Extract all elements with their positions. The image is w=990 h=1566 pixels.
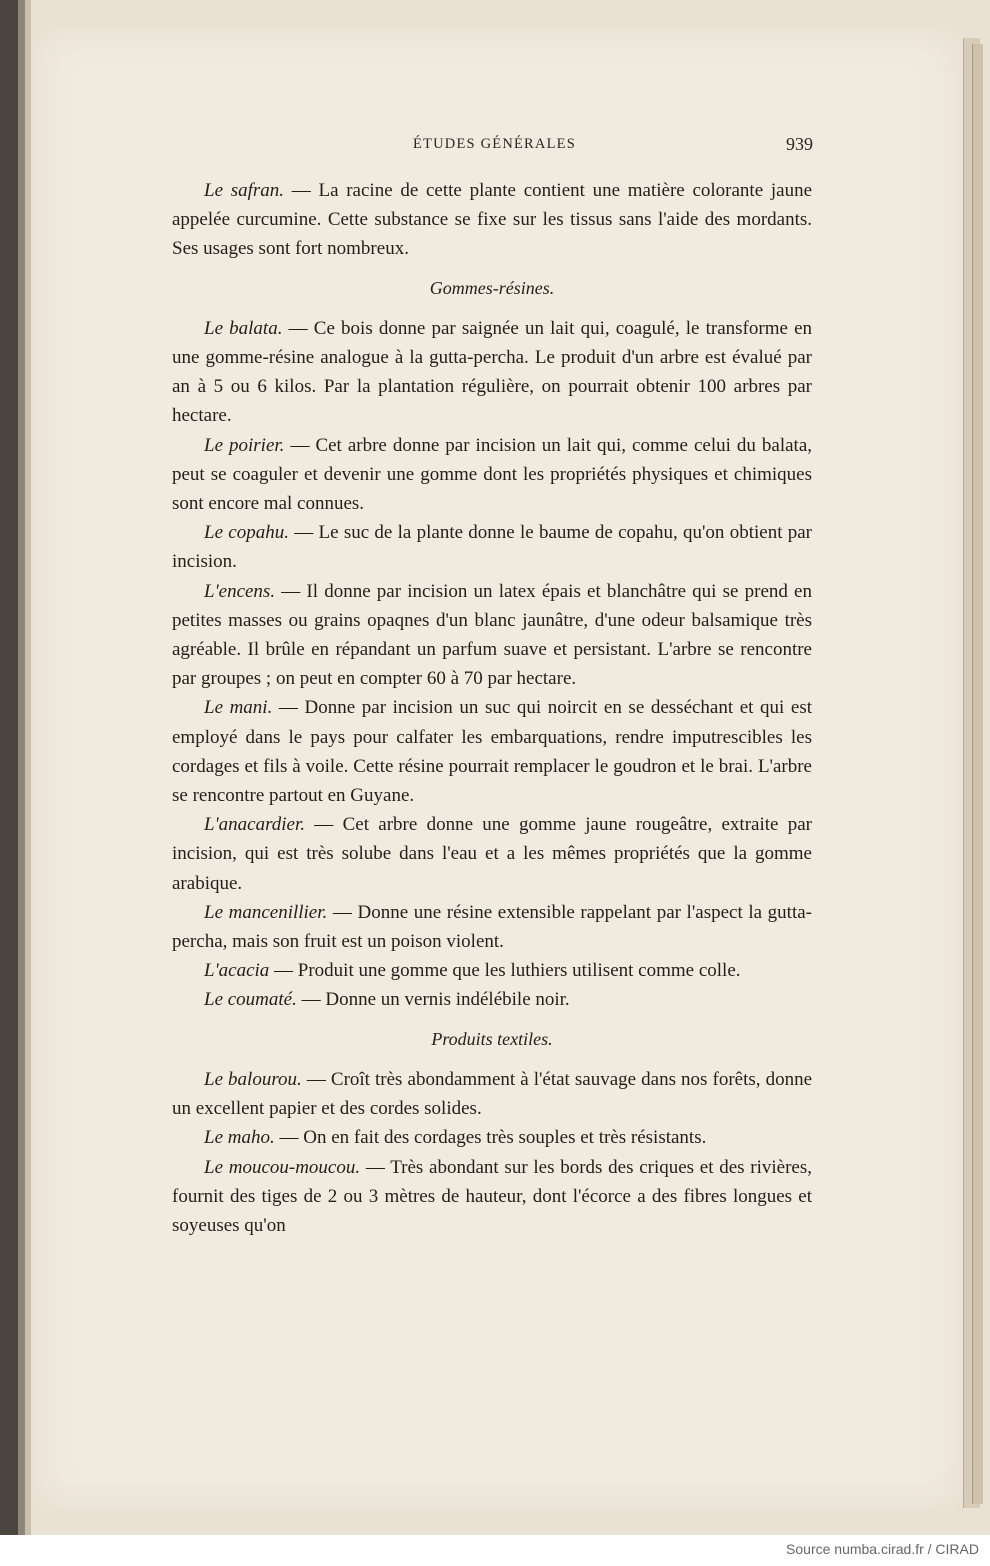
entry-text: — On en fait des cordages très souples et très résistants. <box>274 1127 707 1149</box>
entry-text: — La racine de cette plante contient une matière colorante jaune appelée curcumine. Cette substance se fixe sur les tissus sans l'aide des mordants. Ses usages sont fort nombreux. <box>172 180 812 260</box>
entry-copahu <box>172 518 812 576</box>
section-intro <box>172 176 812 264</box>
entry-maho <box>172 1123 812 1152</box>
entry-text: — Donne par incision un suc qui noircit en se desséchant et qui est employé dans le pays pour calfater les embarquations, rendre imputrescibles les cordages et fils à voile. Cette résine pourrait remplacer le goudron et le brai. L'arbre se rencontre partout en Guyane. <box>172 697 813 807</box>
entry-text: — Il donne par incision un latex épais et blanchâtre qui se prend en petites masses ou grains opaqnes d'un blanc jaunâtre, d'une odeur balsamique très agréable. Il brûle en répandant un parfum suave et persistant. L'arbre se rencontre par groupes ; on peut en compter 60 à 70 par hectare. <box>172 580 812 690</box>
entry-term: Le mani. <box>204 697 273 719</box>
entry-text: — Très abondant sur les bords des criques et des rivières, fournit des tiges de 2 ou 3 mètres de hauteur, dont l'écorce a des fibres longues et soyeuses qu'on <box>172 1156 812 1236</box>
entry-mancenillier <box>172 898 812 956</box>
entry-term: L'acacia <box>204 960 270 982</box>
entry-balata <box>172 314 812 431</box>
entry-text: — Ce bois donne par saignée un lait qui, coagulé, le transforme en une gomme-résine analogue à la gutta-percha. Le produit d'un arbre est évalué par an à 5 ou 6 kilos. Par la plantation régulière, on pourrait obtenir 100 arbres par hectare. <box>172 317 813 427</box>
book-binding-edge <box>18 0 25 1535</box>
entry-term: Le maho. <box>204 1127 275 1149</box>
section-title: Produits textiles. <box>431 1028 553 1049</box>
entry-text: — Cet arbre donne par incision un lait qui, comme celui du balata, peut se coaguler et devenir une gomme dont les propriétés physiques et chimiques sont encore mal connues. <box>172 434 812 515</box>
entry-term: Le poirier. <box>204 434 285 456</box>
entry-term: Le safran. <box>204 180 285 201</box>
entry-anacardier <box>172 810 812 898</box>
entry-moucou-moucou <box>172 1153 812 1241</box>
entry-text: — Donne un vernis indélébile noir. <box>296 989 570 1011</box>
section-title: Gommes-résines. <box>429 277 555 298</box>
page-header <box>0 134 990 164</box>
book-binding <box>0 0 18 1535</box>
entry-poirier <box>172 431 812 519</box>
page-stack-edge-back <box>972 44 983 1504</box>
entry-term: Le balourou. <box>204 1068 302 1090</box>
entry-term: L'encens. <box>204 580 276 602</box>
entry-encens <box>172 577 812 694</box>
entry-term: Le coumaté. <box>204 989 297 1011</box>
entry-text: — Le suc de la plante donne le baume de copahu, qu'on obtient par incision. <box>172 522 813 573</box>
source-credit: Source numba.cirad.fr / CIRAD <box>786 1541 979 1557</box>
entry-text: — Cet arbre donne une gomme jaune rougeâtre, extraite par incision, qui est très solube dans l'eau et a les mêmes propriétés que la gomme arabique. <box>172 814 812 894</box>
entry-balourou <box>172 1065 812 1123</box>
book-binding-gutter <box>25 0 31 1535</box>
entry-term: L'anacardier. <box>204 814 306 836</box>
entry-term: Le mancenillier. <box>204 901 328 923</box>
entry-mani <box>172 693 812 810</box>
entry-text: — Donne une résine extensible rappelant par l'aspect la gutta-percha, mais son fruit est un poison violent. <box>172 901 812 953</box>
entry-text: — Croît très abondamment à l'état sauvage dans nos forêts, donne un excellent papier et des cordes solides. <box>172 1068 812 1120</box>
entry-acacia <box>172 956 812 985</box>
entry-term: Le moucou-moucou. <box>204 1156 361 1178</box>
entry-term: Le balata. <box>204 317 283 339</box>
page-number: 939 <box>786 134 813 154</box>
entry-safran <box>172 176 812 264</box>
section-produits-textiles <box>172 1015 812 1240</box>
page-body <box>172 176 812 1240</box>
entry-term: Le copahu. <box>204 522 289 544</box>
entry-coumate <box>172 985 812 1014</box>
section-gommes-resines <box>172 264 812 1015</box>
running-head: ÉTUDES GÉNÉRALES <box>413 136 576 152</box>
entry-text: — Produit une gomme que les luthiers utilisent comme colle. <box>269 960 741 982</box>
